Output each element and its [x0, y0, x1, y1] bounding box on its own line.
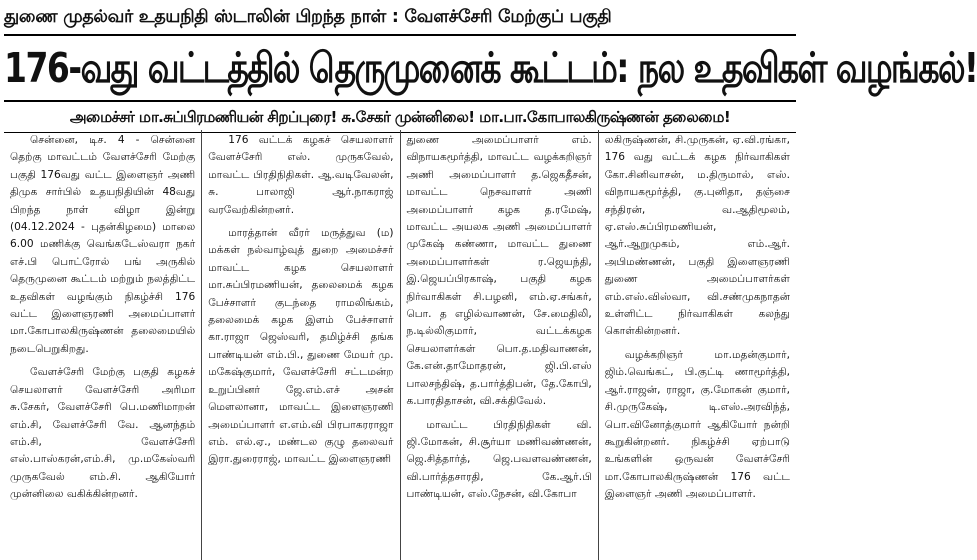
subheadline: அமைச்சர் மா.சுப்பிரமணியன் சிறப்புரை! சு.சேகர் முன்னிலை! மா.பா.கோபாலகிருஷ்ணன் தலைமை! — [4, 100, 796, 133]
paragraph: லகிருஷ்ணன், சி.முருகன், ஏ.வி.ரங்கா, 176 வது வட்டக் கழக நிர்வாகிகள் கோ.சினிவாசன், ம.திருமால், எஸ். விநாயகமூர்த்தி, கு.புனிதா, தஞ்சை சந்திரன், வ.ஆதிமூலம், ஏ.எஸ்.சுப்பிரமணியன், ஆர்.ஆறுமுகம், எம்.ஆர். அபிமண்ணன், பகுதி இளைஞரணி துணை அமைப்பாளர்கள் எம்.எஸ்.விஸ்வா, வி.சண்முகநாதன் உள்ளிட்ட நிர்வாகிகள் கலந்து கொள்கின்றனர். — [604, 134, 790, 338]
paragraph: மாரத்தான் வீரர் மருத்துவ (ம) மக்கள் நல்வாழ்வுத் துறை அமைச்சர் மாவட்ட கழக செயலாளர் மா.சுப்பிரமணியன், தலைமைக் கழக பேச்சாளர் குடந்தை ராமலிங்கம், தலைமைக் கழக இளம் பேச்சாளர் கா.ராஜா ஜெஸ்வரி, தமிழ்ச்சி தங்க பாண்டியன் எம்.பி., துணை மேயர் மு. மகேஷ்குமார், வேளச்சேரி சட்டமன்ற உறுப்பினர் ஜே.எம்.எச் அசன் மௌலானா, மாவட்ட இளைஞரணி அமைப்பாளர் எ.எம்.வி பிரபாகரராஜா எம். எல்.ஏ., மண்டல குழு தலைவர் இரா.துரைராஜ், மாவட்ட இளைஞரணி — [208, 227, 394, 466]
article-column-2 — [202, 130, 400, 560]
article-body — [4, 130, 796, 560]
paragraph: துணை அமைப்பாளர் எம். விநாயகமூர்த்தி, மாவட்ட வழக்கறிஞர் அணி அமைப்பாளர் த.ஜெகதீசன், மாவட்ட நெசவாளர் அணி அமைப்பாளர் கழக த.ரமேஷ், மாவட்ட அயலக அணி அமைப்பாளர் முகேஷ் கண்ணா, மாவட்ட துணை அமைப்பாளர்கள் ர.ஜெயந்தி, இ.ஜெயப்பிரகாஷ், பகுதி கழக நிர்வாகிகள் சி.பழனி, எம்.ஏ.சங்கர், பொ. த எழில்வாணன், சே.மைதிலி, ந.டில்லிகுமார், வட்டக்கழக செயலாளர்கள் பொ.த.மதிவாணன், கே.என்.தாமோதரன், ஜி.பி.எஸ் பாலசந்திஷ், த.பார்த்திபன், தே.கோபி, க.பாரதிதாசன், வி.சக்திவேல். — [406, 134, 592, 408]
headline: 176-வது வட்டத்தில் தெருமுனைக் கூட்டம்: நல உதவிகள் வழங்கல்! — [4, 43, 977, 92]
paragraph: வேளச்சேரி மேற்கு பகுதி கழகச் செயலாளர் வேளச்சேரி அரிமா சு.சேகர், வேளச்சேரி பெ.மணிமாறன் எம்.சி, வேளச்சேரி வே. ஆனந்தம் எம்.சி, வேளச்சேரி எஸ்.பாஸ்கரன்,எம்.சி, மு.மகேஸ்வரி முருகவேல் எம்.சி. ஆகியோர் முன்னிலை வகிக்கின்றனர். — [10, 366, 196, 501]
paragraph: மாவட்ட பிரதிநிதிகள் வி. ஜி.மோகன், சி.சூர்யா மணிவண்ணன், ஜெ.சித்தார்த், ஜெ.பவளவண்ணன், வி.பார்த்தசாரதி, கே.ஆர்.பி பாண்டியன், எஸ்.நேசன், வி.கோபா — [406, 418, 592, 501]
article-column-4 — [599, 130, 796, 560]
article-column-1 — [4, 130, 202, 560]
kicker-line: துணை முதல்வர் உதயநிதி ஸ்டாலின் பிறந்த நாள் : வேளச்சேரி மேற்குப் பகுதி — [4, 0, 796, 36]
paragraph: 176 வட்டக் கழகச் செயலாளர் வேளச்சேரி எஸ். முருகவேல், மாவட்ட பிரதிநிதிகள். ஆ.வடிவேலன், சு. பாலாஜி ஆர்.நாகராஜ் வரவேற்கின்றனர். — [208, 134, 394, 216]
article-column-3 — [401, 130, 599, 560]
paragraph: சென்னை, டிச. 4 - சென்னை தெற்கு மாவட்டம் வேளச்சேரி மேற்கு பகுதி 176வது வட்ட இளைஞர் அணி திமுக சார்பில் உதயநிதியின் 48வது பிறந்த நாள் விழா இன்று (04.12.2024 - புதன்கிழமை) மாலை 6.00 மணிக்கு வெங்கடேஸ்வரா நகர் எச்.பி பொட்ரோல் பங் அருகில் தெருமுனை கூட்டம் மற்றும் நலத்திட்ட உதவிகள் வழங்கும் நிகழ்ச்சி 176 வட்ட இளைஞரணி அமைப்பாளர் மா.கோபாலகிருஷ்ணன் தலைமையில் நடைபெறுகிறது. — [10, 134, 196, 355]
paragraph: வழக்கறிஞர் மா.மதன்குமார், ஜிம்.வெங்கட், பி.குட்டி ணாமூர்த்தி, ஆர்.ராஜன், ராஜா, கு.மோகன் குமார், சி.முருகேஷ், டி.எஸ்.அரவிந்த், பொ.வினோத்குமார் ஆகியோர் நன்றி கூறுகின்றனர். நிகழ்ச்சி ஏற்பாடு உங்களின் ஒருவன் வேளச்சேரி மா.கோபாலகிருஷ்ணன் 176 வட்ட இளைஞர் அணி அமைப்பாளர். — [604, 348, 790, 501]
